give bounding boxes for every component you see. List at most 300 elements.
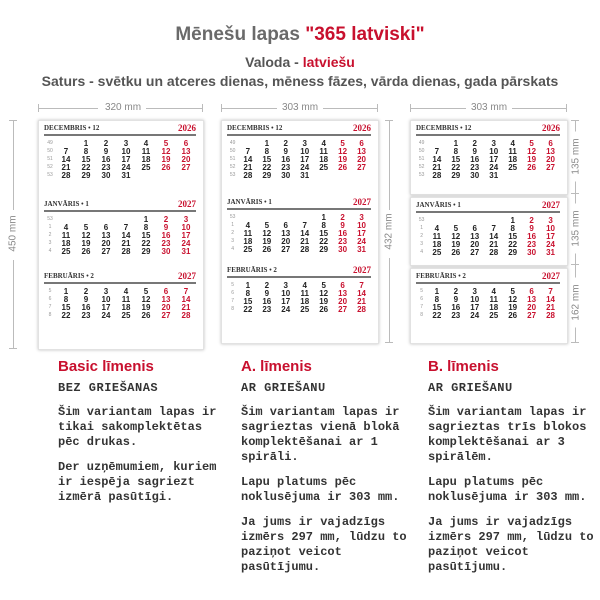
day-number: 12 [81, 230, 91, 240]
day-number: 7 [63, 146, 69, 156]
calendar-month [410, 268, 566, 340]
day-number: 29 [451, 170, 461, 180]
week-number: 51 [47, 156, 53, 162]
day-number: 2 [103, 138, 109, 148]
week-row [44, 247, 196, 255]
week-number: 53 [229, 172, 236, 178]
day-number: 28 [61, 170, 71, 180]
day-number: 3 [302, 138, 307, 148]
day-number: 19 [319, 296, 329, 306]
calendar-month [221, 120, 377, 192]
day-number: 3 [123, 138, 129, 148]
week-number: 53 [47, 216, 53, 222]
month-year: 2026 [178, 123, 196, 133]
week-number: 4 [231, 246, 235, 252]
day-number: 23 [451, 310, 461, 320]
day-number: 27 [101, 246, 111, 256]
day-number: 10 [101, 294, 111, 304]
month-name: FEBRUĀRIS • 2 [416, 272, 466, 280]
day-number: 11 [61, 230, 71, 240]
day-number: 22 [141, 238, 151, 248]
column-paragraph: Šim variantam lapas ir sagrieztas vienā blokā komplektēšanai ar 1 spirāli. [241, 405, 400, 464]
day-number: 6 [183, 138, 189, 148]
day-number: 20 [161, 302, 171, 312]
column-heading: Basic līmenis [58, 358, 154, 375]
week-number: 49 [418, 140, 425, 146]
day-number: 14 [546, 294, 556, 304]
dim-line [221, 108, 277, 109]
day-number: 13 [470, 231, 480, 241]
day-number: 16 [101, 154, 111, 164]
day-grid [227, 213, 371, 253]
day-number: 24 [300, 162, 310, 172]
month-divider [44, 210, 196, 212]
day-number: 29 [262, 170, 272, 180]
day-number: 20 [338, 296, 348, 306]
day-number: 4 [302, 280, 307, 290]
dim-tick [566, 104, 567, 112]
day-number: 4 [510, 138, 515, 148]
day-number: 9 [453, 294, 459, 304]
day-number: 18 [300, 296, 310, 306]
day-number: 19 [81, 238, 91, 248]
day-number: 5 [143, 286, 149, 296]
b-width-label: 303 mm [470, 102, 508, 113]
day-number: 24 [489, 162, 499, 172]
week-row [227, 245, 371, 253]
day-number: 29 [141, 246, 151, 256]
day-number: 3 [183, 214, 189, 224]
week-number: 1 [231, 222, 235, 228]
day-number: 30 [470, 170, 480, 180]
day-grid [227, 139, 371, 179]
day-number: 23 [81, 310, 91, 320]
week-number: 4 [420, 249, 424, 255]
day-number: 5 [264, 220, 270, 230]
week-number: 8 [231, 306, 235, 312]
day-number: 22 [319, 236, 329, 246]
day-number: 21 [61, 162, 71, 172]
day-number: 19 [141, 302, 151, 312]
day-number: 8 [83, 146, 89, 156]
day-number: 4 [63, 222, 69, 232]
day-number: 18 [432, 239, 442, 249]
week-number: 6 [48, 296, 52, 302]
day-number: 28 [546, 310, 556, 320]
month-name: FEBRUĀRIS • 2 [44, 272, 94, 280]
column-paragraph: Lapu platums pēc noklusējuma ir 303 mm. [428, 475, 587, 504]
day-number: 14 [489, 231, 499, 241]
dim-tick [202, 104, 203, 112]
week-number: 52 [229, 164, 236, 170]
week-number: 53 [418, 217, 425, 223]
day-number: 27 [527, 310, 537, 320]
month-header [44, 200, 196, 210]
column-subheading: AR GRIEŠANU [241, 381, 326, 395]
day-number: 13 [527, 294, 537, 304]
month-header [227, 266, 371, 276]
day-number: 8 [510, 223, 515, 233]
day-number: 5 [453, 223, 459, 233]
calendar-month [38, 268, 202, 340]
column-paragraph: Ja jums ir vajadzīgs izmērs 297 mm, lūdzu to paziņot veicot pasūtījumu. [241, 515, 407, 574]
dim-line [323, 108, 377, 109]
calendar-month [221, 262, 377, 334]
day-number: 27 [281, 244, 291, 254]
day-number: 31 [357, 244, 367, 254]
day-number: 14 [181, 294, 191, 304]
day-number: 7 [548, 286, 553, 296]
day-number: 13 [338, 288, 348, 298]
day-number: 28 [121, 246, 131, 256]
day-number: 17 [489, 154, 499, 164]
day-number: 31 [300, 170, 310, 180]
day-number: 24 [101, 310, 111, 320]
month-name: DECEMBRIS • 12 [44, 124, 100, 132]
day-number: 25 [300, 304, 310, 314]
column-basic [58, 358, 226, 505]
day-number: 11 [508, 146, 517, 156]
day-number: 23 [281, 162, 291, 172]
day-number: 11 [300, 288, 309, 298]
month-divider [44, 282, 196, 284]
day-number: 28 [432, 170, 442, 180]
day-number: 25 [243, 244, 253, 254]
day-number: 3 [103, 286, 109, 296]
week-row [416, 171, 560, 179]
title-prefix: Mēnešu lapas [175, 24, 306, 45]
day-number: 30 [527, 247, 537, 257]
week-number: 50 [229, 148, 236, 154]
day-number: 11 [243, 228, 253, 238]
day-number: 18 [319, 154, 329, 164]
day-number: 1 [434, 286, 440, 296]
day-number: 4 [143, 138, 149, 148]
day-number: 28 [357, 304, 367, 314]
week-number: 5 [48, 288, 52, 294]
month-header [44, 272, 196, 282]
day-number: 20 [546, 154, 556, 164]
day-number: 27 [181, 162, 191, 172]
day-number: 24 [281, 304, 291, 314]
day-number: 8 [143, 222, 149, 232]
month-header [44, 124, 196, 134]
day-number: 21 [357, 296, 367, 306]
day-number: 10 [357, 220, 367, 230]
day-number: 7 [183, 286, 189, 296]
day-number: 12 [262, 228, 272, 238]
week-number: 7 [420, 304, 424, 310]
b-section2-label: 135 mm [571, 204, 582, 254]
day-number: 9 [264, 288, 270, 298]
basic-width-label: 320 mm [104, 102, 142, 113]
day-grid [416, 216, 560, 256]
day-number: 6 [359, 138, 364, 148]
day-number: 11 [141, 146, 151, 156]
day-number: 7 [302, 220, 307, 230]
column-paragraph: Šim variantam lapas ir sagrieztas trīs blokos komplektēšanai ar 3 spirālēm. [428, 405, 587, 464]
day-number: 12 [319, 288, 329, 298]
day-number: 12 [338, 146, 348, 156]
column-subheading: BEZ GRIEŠANAS [58, 381, 159, 395]
day-number: 31 [546, 247, 556, 257]
basic-height-label: 450 mm [7, 215, 19, 252]
day-number: 28 [243, 170, 253, 180]
b-section1-label: 135 mm [571, 132, 582, 182]
day-number: 15 [262, 154, 272, 164]
day-number: 19 [262, 236, 272, 246]
day-grid [44, 215, 196, 255]
day-number: 12 [161, 146, 171, 156]
dim-tick [571, 342, 579, 343]
day-number: 6 [340, 280, 345, 290]
month-divider [44, 134, 196, 136]
calendar-month [410, 120, 566, 192]
day-number: 30 [161, 246, 171, 256]
day-number: 18 [121, 302, 131, 312]
day-number: 16 [451, 302, 461, 312]
day-number: 15 [319, 228, 329, 238]
month-name: DECEMBRIS • 12 [416, 124, 472, 132]
day-number: 21 [300, 236, 310, 246]
day-number: 21 [181, 302, 191, 312]
b-section3-label: 162 mm [571, 278, 582, 328]
week-number: 53 [47, 172, 53, 178]
week-number: 49 [47, 140, 53, 146]
day-number: 17 [121, 154, 131, 164]
day-number: 21 [546, 302, 556, 312]
day-grid [416, 139, 560, 179]
dim-tick [385, 342, 393, 343]
day-number: 20 [181, 154, 191, 164]
day-number: 11 [121, 294, 131, 304]
day-number: 26 [81, 246, 91, 256]
day-number: 26 [141, 310, 151, 320]
month-name: JANVĀRIS • 1 [44, 200, 89, 208]
week-number: 5 [231, 282, 235, 288]
day-number: 17 [357, 228, 367, 238]
month-name: FEBRUĀRIS • 2 [227, 266, 277, 274]
day-number: 26 [161, 162, 171, 172]
day-number: 14 [300, 228, 310, 238]
day-number: 3 [491, 138, 496, 148]
day-number: 2 [340, 212, 345, 222]
day-number: 12 [508, 294, 518, 304]
day-grid [44, 287, 196, 319]
day-number: 2 [472, 138, 477, 148]
day-number: 14 [121, 230, 131, 240]
calendar-month [221, 194, 377, 266]
month-name: DECEMBRIS • 12 [227, 124, 283, 132]
week-number: 7 [231, 298, 235, 304]
week-number: 6 [420, 296, 424, 302]
day-number: 17 [281, 296, 291, 306]
day-number: 9 [83, 294, 89, 304]
day-number: 16 [470, 154, 480, 164]
day-number: 17 [470, 302, 480, 312]
day-number: 27 [161, 310, 171, 320]
day-number: 10 [489, 146, 499, 156]
day-number: 17 [101, 302, 111, 312]
title-highlight: "365 latviski" [305, 24, 425, 45]
day-number: 1 [83, 138, 89, 148]
day-number: 9 [103, 146, 109, 156]
day-number: 19 [527, 154, 537, 164]
day-number: 2 [283, 138, 288, 148]
day-number: 8 [321, 220, 326, 230]
day-number: 1 [510, 215, 515, 225]
day-number: 21 [432, 162, 442, 172]
day-number: 4 [123, 286, 129, 296]
day-number: 13 [161, 294, 171, 304]
day-number: 16 [338, 228, 348, 238]
day-number: 15 [243, 296, 253, 306]
day-number: 27 [470, 247, 480, 257]
day-number: 6 [163, 286, 169, 296]
dim-tick [9, 348, 17, 349]
day-number: 26 [451, 247, 461, 257]
week-number: 53 [418, 172, 425, 178]
day-number: 31 [121, 170, 131, 180]
day-number: 21 [489, 239, 499, 249]
day-number: 24 [121, 162, 131, 172]
day-number: 5 [83, 222, 89, 232]
day-number: 15 [432, 302, 442, 312]
week-number: 4 [48, 248, 52, 254]
day-number: 6 [472, 223, 477, 233]
day-number: 7 [245, 146, 251, 156]
day-number: 16 [281, 154, 291, 164]
week-number: 51 [418, 156, 425, 162]
day-number: 12 [141, 294, 151, 304]
day-number: 21 [243, 162, 253, 172]
dim-tick [377, 104, 378, 112]
day-number: 13 [546, 146, 556, 156]
day-number: 14 [357, 288, 367, 298]
language-value: latviešu [302, 54, 355, 70]
column-subheading: AR GRIEŠANU [428, 381, 513, 395]
month-divider [227, 208, 371, 210]
day-number: 14 [243, 154, 253, 164]
day-number: 30 [338, 244, 348, 254]
day-grid [227, 281, 371, 313]
day-number: 7 [123, 222, 129, 232]
day-number: 11 [489, 294, 498, 304]
dim-line [389, 258, 390, 342]
day-number: 24 [357, 236, 367, 246]
content-line: Saturs - svētku un atceres dienas, mēness fāzes, vārda dienas, gada pārskats [41, 73, 559, 89]
dim-line [13, 120, 14, 210]
month-year: 2027 [178, 271, 196, 281]
week-number: 6 [231, 290, 235, 296]
week-number: 50 [47, 148, 53, 154]
week-number: 51 [229, 156, 236, 162]
column-paragraph: Šim variantam lapas ir tikai sakomplektētas pēc drukas. [58, 405, 217, 449]
day-number: 31 [181, 246, 191, 256]
day-number: 25 [508, 162, 518, 172]
week-number: 7 [48, 304, 52, 310]
week-number: 2 [48, 232, 52, 238]
column-paragraph: Ja jums ir vajadzīgs izmērs 297 mm, lūdzu to paziņot veicot pasūtījumu. [428, 515, 594, 574]
month-year: 2026 [353, 123, 371, 133]
day-number: 18 [61, 238, 71, 248]
month-year: 2027 [542, 200, 560, 210]
day-number: 7 [359, 280, 364, 290]
day-number: 10 [470, 294, 480, 304]
day-number: 11 [432, 231, 442, 241]
day-number: 13 [181, 146, 191, 156]
day-number: 23 [101, 162, 111, 172]
day-number: 23 [338, 236, 348, 246]
week-number: 3 [231, 238, 235, 244]
day-number: 24 [546, 239, 556, 249]
month-divider [416, 282, 560, 284]
month-year: 2026 [542, 123, 560, 133]
day-number: 20 [470, 239, 480, 249]
month-divider [416, 134, 560, 136]
day-number: 1 [143, 214, 149, 224]
week-number: 2 [420, 233, 424, 239]
week-number: 3 [48, 240, 52, 246]
day-number: 6 [283, 220, 288, 230]
month-header [416, 201, 560, 211]
day-number: 10 [181, 222, 191, 232]
day-number: 27 [338, 304, 348, 314]
week-number: 2 [231, 230, 235, 236]
day-number: 24 [470, 310, 480, 320]
month-header [227, 198, 371, 208]
day-number: 9 [529, 223, 534, 233]
week-number: 1 [48, 224, 52, 230]
day-number: 27 [357, 162, 367, 172]
day-number: 23 [470, 162, 480, 172]
day-number: 5 [510, 286, 515, 296]
calendar-month [410, 197, 566, 269]
day-number: 12 [527, 146, 537, 156]
day-number: 20 [357, 154, 367, 164]
day-number: 28 [489, 247, 499, 257]
day-number: 22 [243, 304, 253, 314]
day-number: 1 [321, 212, 326, 222]
month-header [416, 124, 560, 134]
day-number: 20 [281, 236, 291, 246]
page-title [0, 24, 600, 46]
day-number: 8 [453, 146, 459, 156]
day-number: 2 [83, 286, 89, 296]
day-grid [44, 139, 196, 179]
day-grid [416, 287, 560, 319]
day-number: 22 [451, 162, 461, 172]
day-number: 17 [300, 154, 310, 164]
day-number: 5 [340, 138, 345, 148]
week-number: 52 [47, 164, 53, 170]
column-heading: B. līmenis [428, 358, 499, 375]
column-paragraph: Der uzņēmumiem, kuriem ir iespēja sagriezt izmērā pasūtīgi. [58, 460, 217, 504]
day-number: 16 [81, 302, 91, 312]
day-number: 26 [338, 162, 348, 172]
language-line [0, 54, 600, 70]
week-number: 1 [420, 225, 424, 231]
day-number: 15 [81, 154, 91, 164]
day-number: 10 [281, 288, 291, 298]
language-label: Valoda - [245, 54, 303, 70]
day-number: 4 [245, 220, 251, 230]
day-number: 26 [527, 162, 537, 172]
week-number: 53 [229, 214, 236, 220]
day-number: 25 [432, 247, 442, 257]
day-number: 12 [451, 231, 461, 241]
day-number: 31 [489, 170, 499, 180]
